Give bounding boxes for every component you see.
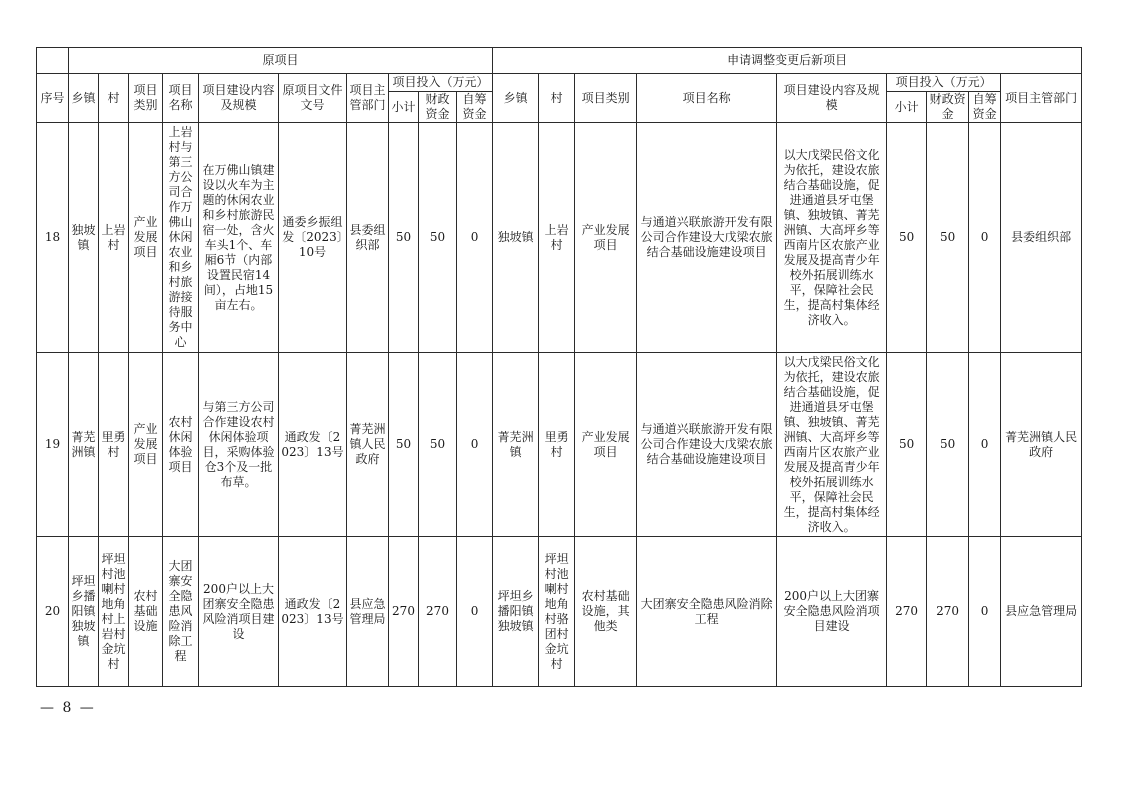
new-dept-header: 项目主管部门	[1001, 74, 1082, 123]
dept-header: 项目主管部门	[347, 74, 389, 123]
seq-cell: 20	[37, 537, 69, 687]
new-content-header: 项目建设内容及规模	[777, 74, 887, 123]
investment-header: 项目投入（万元）	[389, 74, 493, 92]
seq-cell: 19	[37, 353, 69, 537]
new-subtotal-cell: 50	[887, 123, 927, 353]
fiscal-cell: 50	[419, 353, 457, 537]
new-content-cell: 以大戊梁民俗文化为依托，建设农旅结合基础设施，促进通道县牙屯堡镇、独坡镇、菁芜洲镇、大高坪乡等西南片区农旅产业发展及提高青少年校外拓展训练水平，保障社会民生，提高村集体经济收入。	[777, 123, 887, 353]
village-header: 村	[99, 74, 129, 123]
project-adjustment-table	[36, 47, 1082, 687]
table-row	[37, 123, 1082, 353]
self-raised-cell: 0	[457, 353, 493, 537]
content-cell: 200户以上大团寨安全隐患风险消项目建设	[199, 537, 279, 687]
doc-no-header: 原项目文件文号	[279, 74, 347, 123]
subtotal-cell: 50	[389, 353, 419, 537]
name-cell: 大团寨安全隐患风险消除工程	[163, 537, 199, 687]
table-row	[37, 537, 1082, 687]
new-content-cell: 以大戊梁民俗文化为依托，建设农旅结合基础设施，促进通道县牙屯堡镇、独坡镇、菁芜洲镇、大高坪乡等西南片区农旅产业发展及提高青少年校外拓展训练水平，保障社会民生，提高村集体经济收入。	[777, 353, 887, 537]
fiscal-header: 财政资金	[419, 92, 457, 123]
new-project-header: 申请调整变更后新项目	[493, 48, 1082, 74]
subtotal-header: 小计	[389, 92, 419, 123]
new-subtotal-header: 小计	[887, 92, 927, 123]
content-cell: 与第三方公司合作建设农村休闲体验项目，采购体验仓3个及一批布草。	[199, 353, 279, 537]
fiscal-cell: 50	[419, 123, 457, 353]
new-name-cell: 与通道兴联旅游开发有限公司合作建设大戊梁农旅结合基础设施建设项目	[637, 353, 777, 537]
new-dept-cell: 菁芜洲镇人民政府	[1001, 353, 1082, 537]
new-name-cell: 与通道兴联旅游开发有限公司合作建设大戊梁农旅结合基础设施建设项目	[637, 123, 777, 353]
dept-cell: 菁芜洲镇人民政府	[347, 353, 389, 537]
new-village-cell: 坪坦村池喇村地角村骆团村金坑村	[539, 537, 575, 687]
seq-cell: 18	[37, 123, 69, 353]
new-name-cell: 大团寨安全隐患风险消除工程	[637, 537, 777, 687]
new-village-cell: 里勇村	[539, 353, 575, 537]
new-township-cell: 独坡镇	[493, 123, 539, 353]
column-header-row	[37, 74, 1082, 92]
page-number: — 8 —	[40, 700, 96, 716]
new-category-cell: 农村基础设施，其他类	[575, 537, 637, 687]
new-content-cell: 200户以上大团寨安全隐患风险消项目建设	[777, 537, 887, 687]
subtotal-cell: 270	[389, 537, 419, 687]
name-cell: 上岩村与第三方公司合作万佛山休闲农业和乡村旅游接待服务中心	[163, 123, 199, 353]
doc-no-cell: 通委乡振组发〔2023〕10号	[279, 123, 347, 353]
new-village-header: 村	[539, 74, 575, 123]
name-header: 项目名称	[163, 74, 199, 123]
new-category-cell: 产业发展项目	[575, 123, 637, 353]
self-raised-cell: 0	[457, 123, 493, 353]
new-subtotal-cell: 50	[887, 353, 927, 537]
dept-cell: 县委组织部	[347, 123, 389, 353]
new-subtotal-cell: 270	[887, 537, 927, 687]
village-cell: 坪坦村池喇村地角村上岩村金坑村	[99, 537, 129, 687]
new-fiscal-header: 财政资金	[927, 92, 969, 123]
category-header: 项目类别	[129, 74, 163, 123]
category-cell: 农村基础设施	[129, 537, 163, 687]
new-dept-cell: 县委组织部	[1001, 123, 1082, 353]
new-fiscal-cell: 270	[927, 537, 969, 687]
table-row	[37, 353, 1082, 537]
category-cell: 产业发展项目	[129, 353, 163, 537]
new-category-header: 项目类别	[575, 74, 637, 123]
new-self-raised-header: 自筹资金	[969, 92, 1001, 123]
content-cell: 在万佛山镇建设以火车为主题的休闲农业和乡村旅游民宿一处，含火车头1个、车厢6节（内部设置民宿14间），占地15亩左右。	[199, 123, 279, 353]
subtotal-cell: 50	[389, 123, 419, 353]
new-township-header: 乡镇	[493, 74, 539, 123]
new-township-cell: 菁芜洲镇	[493, 353, 539, 537]
township-header: 乡镇	[69, 74, 99, 123]
self-raised-cell: 0	[457, 537, 493, 687]
name-cell: 农村休闲体验项目	[163, 353, 199, 537]
fiscal-cell: 270	[419, 537, 457, 687]
new-township-cell: 坪坦乡播阳镇独坡镇	[493, 537, 539, 687]
village-cell: 上岩村	[99, 123, 129, 353]
township-cell: 独坡镇	[69, 123, 99, 353]
new-fiscal-cell: 50	[927, 353, 969, 537]
new-fiscal-cell: 50	[927, 123, 969, 353]
category-cell: 产业发展项目	[129, 123, 163, 353]
township-cell: 坪坦乡播阳镇独坡镇	[69, 537, 99, 687]
new-category-cell: 产业发展项目	[575, 353, 637, 537]
original-project-header: 原项目	[69, 48, 493, 74]
township-cell: 菁芜洲镇	[69, 353, 99, 537]
new-self-raised-cell: 0	[969, 353, 1001, 537]
new-dept-cell: 县应急管理局	[1001, 537, 1082, 687]
village-cell: 里勇村	[99, 353, 129, 537]
doc-no-cell: 通政发〔2023〕13号	[279, 537, 347, 687]
new-village-cell: 上岩村	[539, 123, 575, 353]
self-raised-header: 自筹资金	[457, 92, 493, 123]
new-investment-header: 项目投入（万元）	[887, 74, 1001, 92]
new-self-raised-cell: 0	[969, 537, 1001, 687]
dept-cell: 县应急管理局	[347, 537, 389, 687]
doc-no-cell: 通政发〔2023〕13号	[279, 353, 347, 537]
group-header-row	[37, 48, 1082, 74]
content-header: 项目建设内容及规模	[199, 74, 279, 123]
new-self-raised-cell: 0	[969, 123, 1001, 353]
new-name-header: 项目名称	[637, 74, 777, 123]
seq-header: 序号	[37, 74, 69, 123]
